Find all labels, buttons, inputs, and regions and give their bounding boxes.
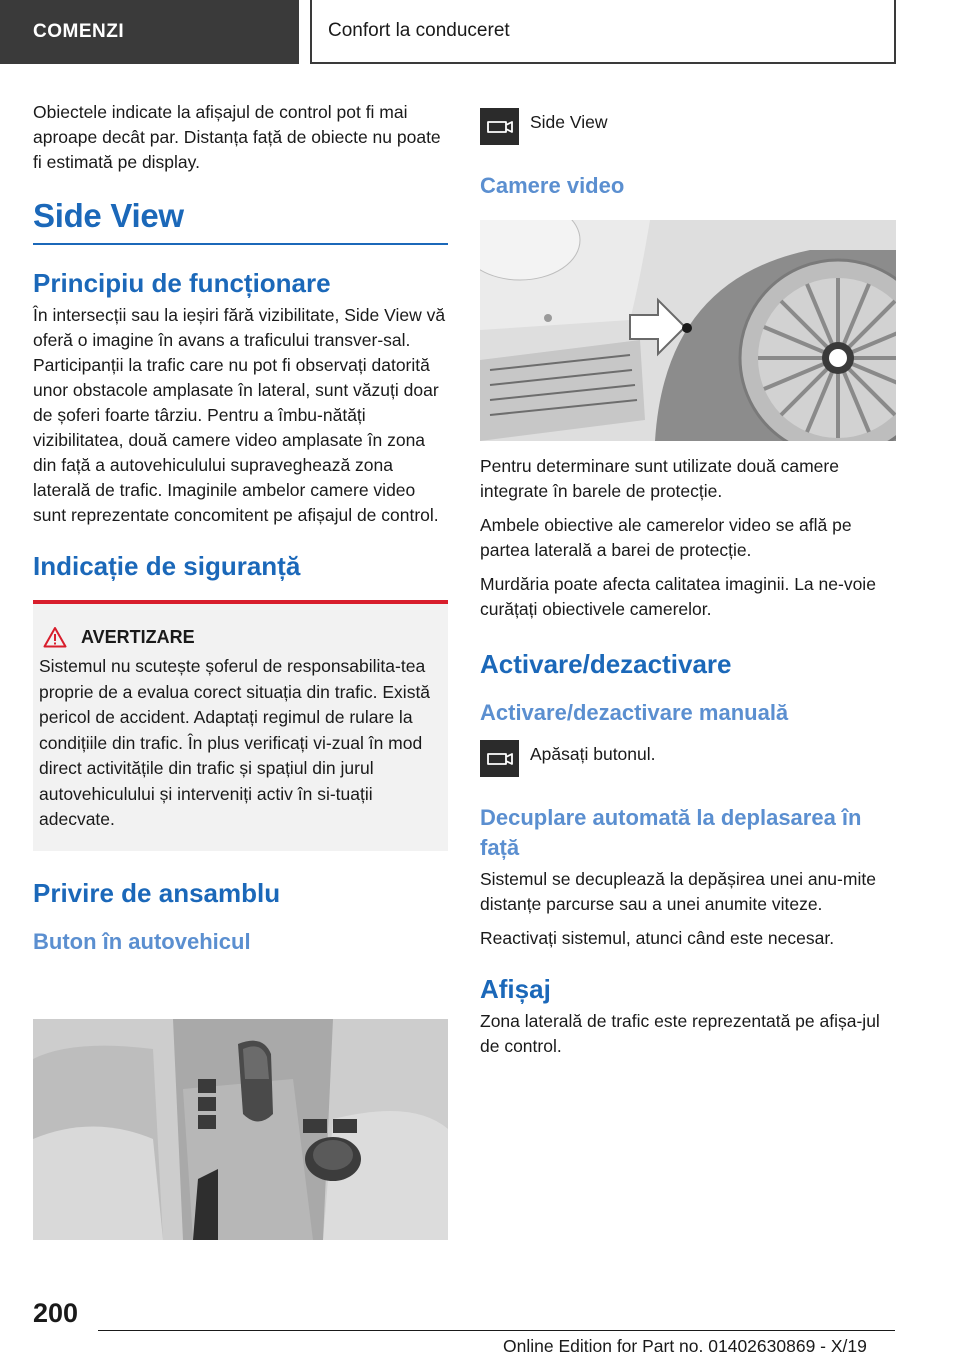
principle-paragraph: În intersecții sau la ieșiri fără vizibilitate, Side View vă oferă o imagine în avans a traficului transver-sal. Participanții la trafic care nu pot fi observați datorită unor obstacole amplasate în lateral, sunt văzuți doar de șoferi foarte târziu. Pentru a îmbu-nătăți vizibilitatea, două camere video amplasate în zona din față a autovehiculului supraveghează zona laterală de trafic. Imaginile ambelor camere video sunt reprezentate concomitent pe afișajul de control. (33, 305, 446, 525)
activation-heading: Activare/dezactivare (480, 649, 732, 679)
principle-heading: Principiu de funcționare (33, 268, 331, 298)
side-view-button-icon-2 (480, 740, 519, 777)
page-title: Side View (33, 197, 184, 234)
right-column-lower (480, 454, 896, 1059)
warning-title: AVERTIZARE (81, 626, 195, 647)
cameras-heading: Camere video (480, 173, 625, 198)
left-column (33, 100, 448, 957)
intro-paragraph: Obiectele indicate la afișajul de control pot fi mai aproape decât par. Distanța față de obiecte nu poate fi estimată pe display. (33, 102, 441, 172)
chapter-label: Confort la conduceret (328, 20, 510, 41)
auto-heading: Decuplare automată la deplasarea în față (480, 805, 862, 860)
warning-text: Sistemul nu scutește șoferul de responsabilita-tea proprie de a evalua corect situația din trafic. Există pericol de accident. Adaptați regimul de rulare la condițiile din trafic. În plus verificați vi-zual în mod direct activitățile din trafic și spațiul din jurul autovehiculului și interveniți activ în si-tuații adecvate. (39, 656, 431, 829)
bumper-camera-illustration (480, 220, 896, 441)
warning-triangle-icon (43, 626, 67, 648)
display-heading: Afișaj (480, 974, 551, 1004)
display-paragraph: Zona laterală de trafic este reprezentată pe afișa-jul de control. (480, 1011, 880, 1056)
page-number: 200 (33, 1298, 79, 1328)
cameras-paragraph-1: Pentru determinare sunt utilizate două camere integrate în barele de protecție. (480, 456, 839, 501)
button-heading: Buton în autovehicul (33, 928, 251, 954)
side-view-button-icon (480, 108, 519, 145)
auto-paragraph-2: Reactivați sistemul, atunci când este necesar. (480, 928, 835, 948)
chapter-tab (310, 0, 896, 64)
auto-paragraph-1: Sistemul se decuplează la depășirea unei anu-mite distanțe parcurse sau a unei anumite viteze. (480, 869, 876, 914)
section-label: COMENZI (33, 21, 125, 42)
edition-text: Online Edition for Part no. 01402630869 - X/19 (503, 1336, 867, 1356)
manual-text: Apăsați butonul. (530, 744, 656, 764)
warning-title-row (39, 626, 434, 648)
cameras-paragraph-2: Ambele obiective ale camerelor video se află pe partea laterală a barei de protecție. (480, 515, 852, 560)
side-view-label: Side View (530, 112, 608, 132)
manual-icon-row (480, 740, 896, 777)
side-view-icon-row (480, 108, 896, 145)
safety-heading: Indicație de siguranță (33, 551, 301, 581)
interior-illustration (33, 1019, 448, 1240)
cameras-paragraph-3: Murdăria poate afecta calitatea imaginii. La ne-voie curățați obiectivele camerelor. (480, 574, 876, 619)
section-tab (0, 0, 299, 64)
footer-divider (98, 1330, 895, 1331)
warning-box (33, 600, 448, 851)
right-column (480, 100, 896, 201)
camera-location-photo (480, 220, 896, 441)
interior-photo (33, 1019, 448, 1240)
manual-heading: Activare/dezactivare manuală (480, 700, 789, 725)
title-block (33, 197, 448, 245)
overview-heading: Privire de ansamblu (33, 877, 281, 908)
